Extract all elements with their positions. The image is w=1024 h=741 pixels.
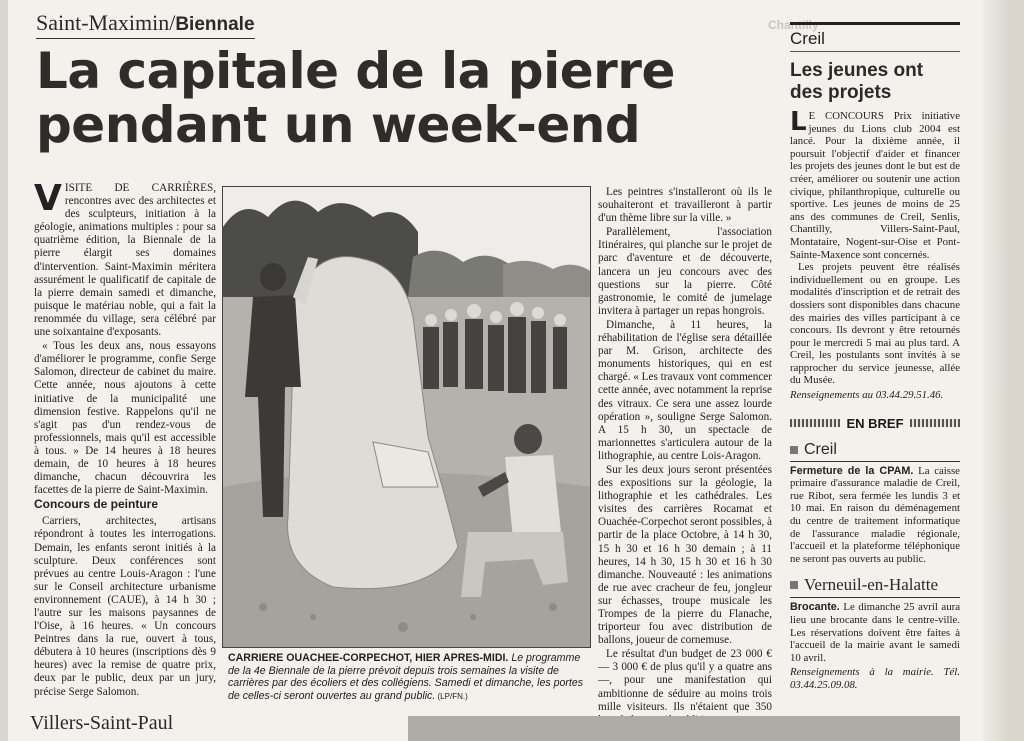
paragraph: ISITE DE CARRIÈRES, rencontres avec des architectes et des sculpteurs, initiation à la géologie, animations multiples : pour sa quatrième édition, la Biennale de la pierre élargit ses domaines d'intervention. Saint-Maximin méritera assurément le qualificatif de capitale de la pierre demain samedi et dimanche, puisque le matériau noble, qui a fait la renommée du village, sera célébré par une soixantaine d'exposants.	[34, 182, 216, 339]
sidebar	[790, 22, 960, 692]
dropcap: V	[34, 178, 62, 219]
paragraph: Carriers, architectes, artisans répondront à toutes les interrogations. Demain, les enfants seront initiés à la sculpture. Deux conférences sont prévues au centre Louis-Aragon : l'une sur le Conseil architecture urbanisme environnement (CAUE), à 14 h 30 ; l'autre sur les maisons paysannes de l'Oise, à 16 heures. « Un concours Peintres dans la rue, ouvert à tous, débutera à 10 heures (inscriptions dès 9 heures) avec la remise de quatre prix, deux par le public, deux par un jury, précise Serge Salomon.	[34, 515, 216, 698]
square-bullet-icon	[790, 581, 798, 589]
paragraph: Sur les deux jours seront présentées des expositions sur la géologie, la lithographie et les cathédrales. Les visites des carrières Rocamat et Ouachée-Corpechot seront possibles, à partir de la place Octobre, à 14 h 30, 15 h 30 et 16 h 30 demain ; à 11 heures, 14 h 30, 15 h 30 et 16 h 30 dimanche. Nouveauté : les animations de rue avec cracheur de feu, jongleur sur échasses, troupe musicale les Trompes de la pierre du Flanache, triporteur fou avec distribution de ballons, joueur de cornemuse.	[598, 463, 772, 647]
en-bref-label: EN BREF	[846, 415, 904, 431]
article-column-1	[34, 178, 216, 699]
sidebar-title: Les jeunes ont des projets	[790, 60, 924, 103]
subheading: Concours de peinture	[34, 497, 159, 512]
contact-info: Renseignements au 03.44.29.51.46.	[790, 389, 944, 402]
brief-town	[790, 441, 960, 462]
newspaper-page	[8, 0, 1012, 741]
paragraph: Les peintres s'installeront où ils le souhaiteront et travailleront à partir d'un thème libre sur la ville. »	[598, 186, 772, 225]
dropcap: L	[790, 107, 807, 137]
brief-item	[790, 465, 960, 566]
caption-body: Le programme de la 4e Biennale de la pierre prévoit depuis trois semaines la visite de carrières par des écoliers et des collégiens. Samedi et dimanche, les portes de celles-ci seront ouvertes au grand public.	[228, 652, 584, 702]
paragraph: Parallèlement, l'association Itinéraires, qui planche sur le projet de parc d'aventure et de découverte, lancera un jeu concours avec des questions sur la pierre. Côté gastronomie, le comité de jumelage invitera à partager un repas hongrois.	[598, 226, 772, 317]
bleed-through-text: Chantilly	[768, 18, 819, 32]
brief-town-name: Creil	[804, 440, 837, 458]
divider	[910, 419, 960, 427]
brief-lead: Brocante.	[790, 601, 840, 614]
next-story-heading: Villers-Saint-Paul	[30, 712, 174, 734]
brief-text: Le dimanche 25 avril aura lieu une brocante dans le centre-ville. Les réservations doivent être faites à l'accueil de la mairie avant le samedi 10 avril.	[790, 601, 960, 664]
sidebar-article	[790, 107, 960, 402]
kicker	[36, 10, 255, 39]
brief-town-name: Verneuil-en-Halatte	[804, 575, 939, 595]
square-bullet-icon	[790, 446, 798, 454]
quarry-scene-illustration	[223, 187, 591, 648]
brief-lead: Fermeture de la CPAM.	[790, 464, 914, 477]
headline: La capitale de la pierre pendant un week-end	[36, 42, 675, 154]
article-photo	[222, 186, 591, 648]
page-edge	[982, 0, 1012, 741]
caption-lead: CARRIERE OUACHEE-CORPECHOT, HIER APRES-MIDI.	[228, 652, 509, 664]
paragraph: Le résultat d'un budget de 23 000 € — 3 000 € de plus qu'il y a quatre ans —, pour une manifestation qui ambitionne de séduire au moins trois mille visiteurs. Ils n'étaient que 350	[598, 648, 772, 713]
brief-item	[790, 601, 960, 691]
contact-info: Renseignements à la mairie. Tél. 03.44.25.09.08.	[790, 666, 960, 691]
brief-town	[790, 575, 960, 598]
paragraph: « Tous les deux ans, nous essayons d'améliorer le programme, confie Serge Salomon, directeur de cabinet du maire. Cette année, nous ajoutons à cette initiative de la municipalité une dimension festive. Rappelons qu'il ne s'agit pas d'un rendez-vous de professionnels, mais qu'il est accessible à tous. » De 14 heures à 18 heures demain, de 10 heures à 18 heures dimanche, chacun découvrira les facettes de la pierre de Saint-Maximin.	[34, 340, 216, 497]
photo-credit: (LP/FN.)	[435, 691, 468, 701]
brief-text: La caisse primaire d'assurance maladie de Creil, rue Ribot, sera fermée les lundis 3 et 10 mai. En raison du déménagement du centre de traitement informatique de l'assurance maladie régionale, l'accueil et la plateforme téléphonique ne seront pas ouverts au public.	[790, 464, 960, 565]
paragraph: E CONCOURS Prix initiative jeunes du Lions club 2004 est lancé. Pour la dixième année, il poursuit l'objectif d'aider et financer les projets des jeunes dont le but est de créer, améliorer ou soutenir une action civique, philanthropique, culturelle ou sportive. Les jeunes de moins de 25 ans des communes de Creil, Senlis, Chantilly, Villers-Saint-Paul, Montataire, Nogent-sur-Oise et Pont-Sainte-Maxence sont concernés.	[790, 110, 960, 261]
en-bref-header	[790, 416, 960, 431]
footer-bar	[408, 716, 960, 741]
paragraph: Les projets peuvent être réalisés individuellement ou en groupe. Les modalités d'inscription et de retrait des dossiers sont disponibles dans chacune des mairies des villes participant à ce concours. Ils devront y être retournés pour le mercredi 5 mai au plus tard. A Creil, les postulants sont invités à se rapprocher du service jeunesse, allée du Musée.	[790, 261, 960, 387]
article-column-2	[598, 186, 772, 741]
photo-caption	[228, 652, 590, 703]
divider	[790, 419, 840, 427]
paragraph: Dimanche, à 11 heures, la réhabilitation de l'église sera détaillée par M. Grison, architecte des monuments historiques, qui en est chargé. « Les travaux vont commencer cette année, avec notamment la reprise des vitraux. Ce sera une assez lourde opération », souligne Serge Salomon. A 15 h 30, un spectacle de marionnettes s'articulera autour de la lithographie, au centre Lois-Aragon.	[598, 318, 772, 462]
kicker-topic: Biennale	[175, 14, 255, 35]
kicker-place: Saint-Maximin/	[36, 10, 176, 35]
sidebar-section-label: Creil	[790, 25, 960, 52]
